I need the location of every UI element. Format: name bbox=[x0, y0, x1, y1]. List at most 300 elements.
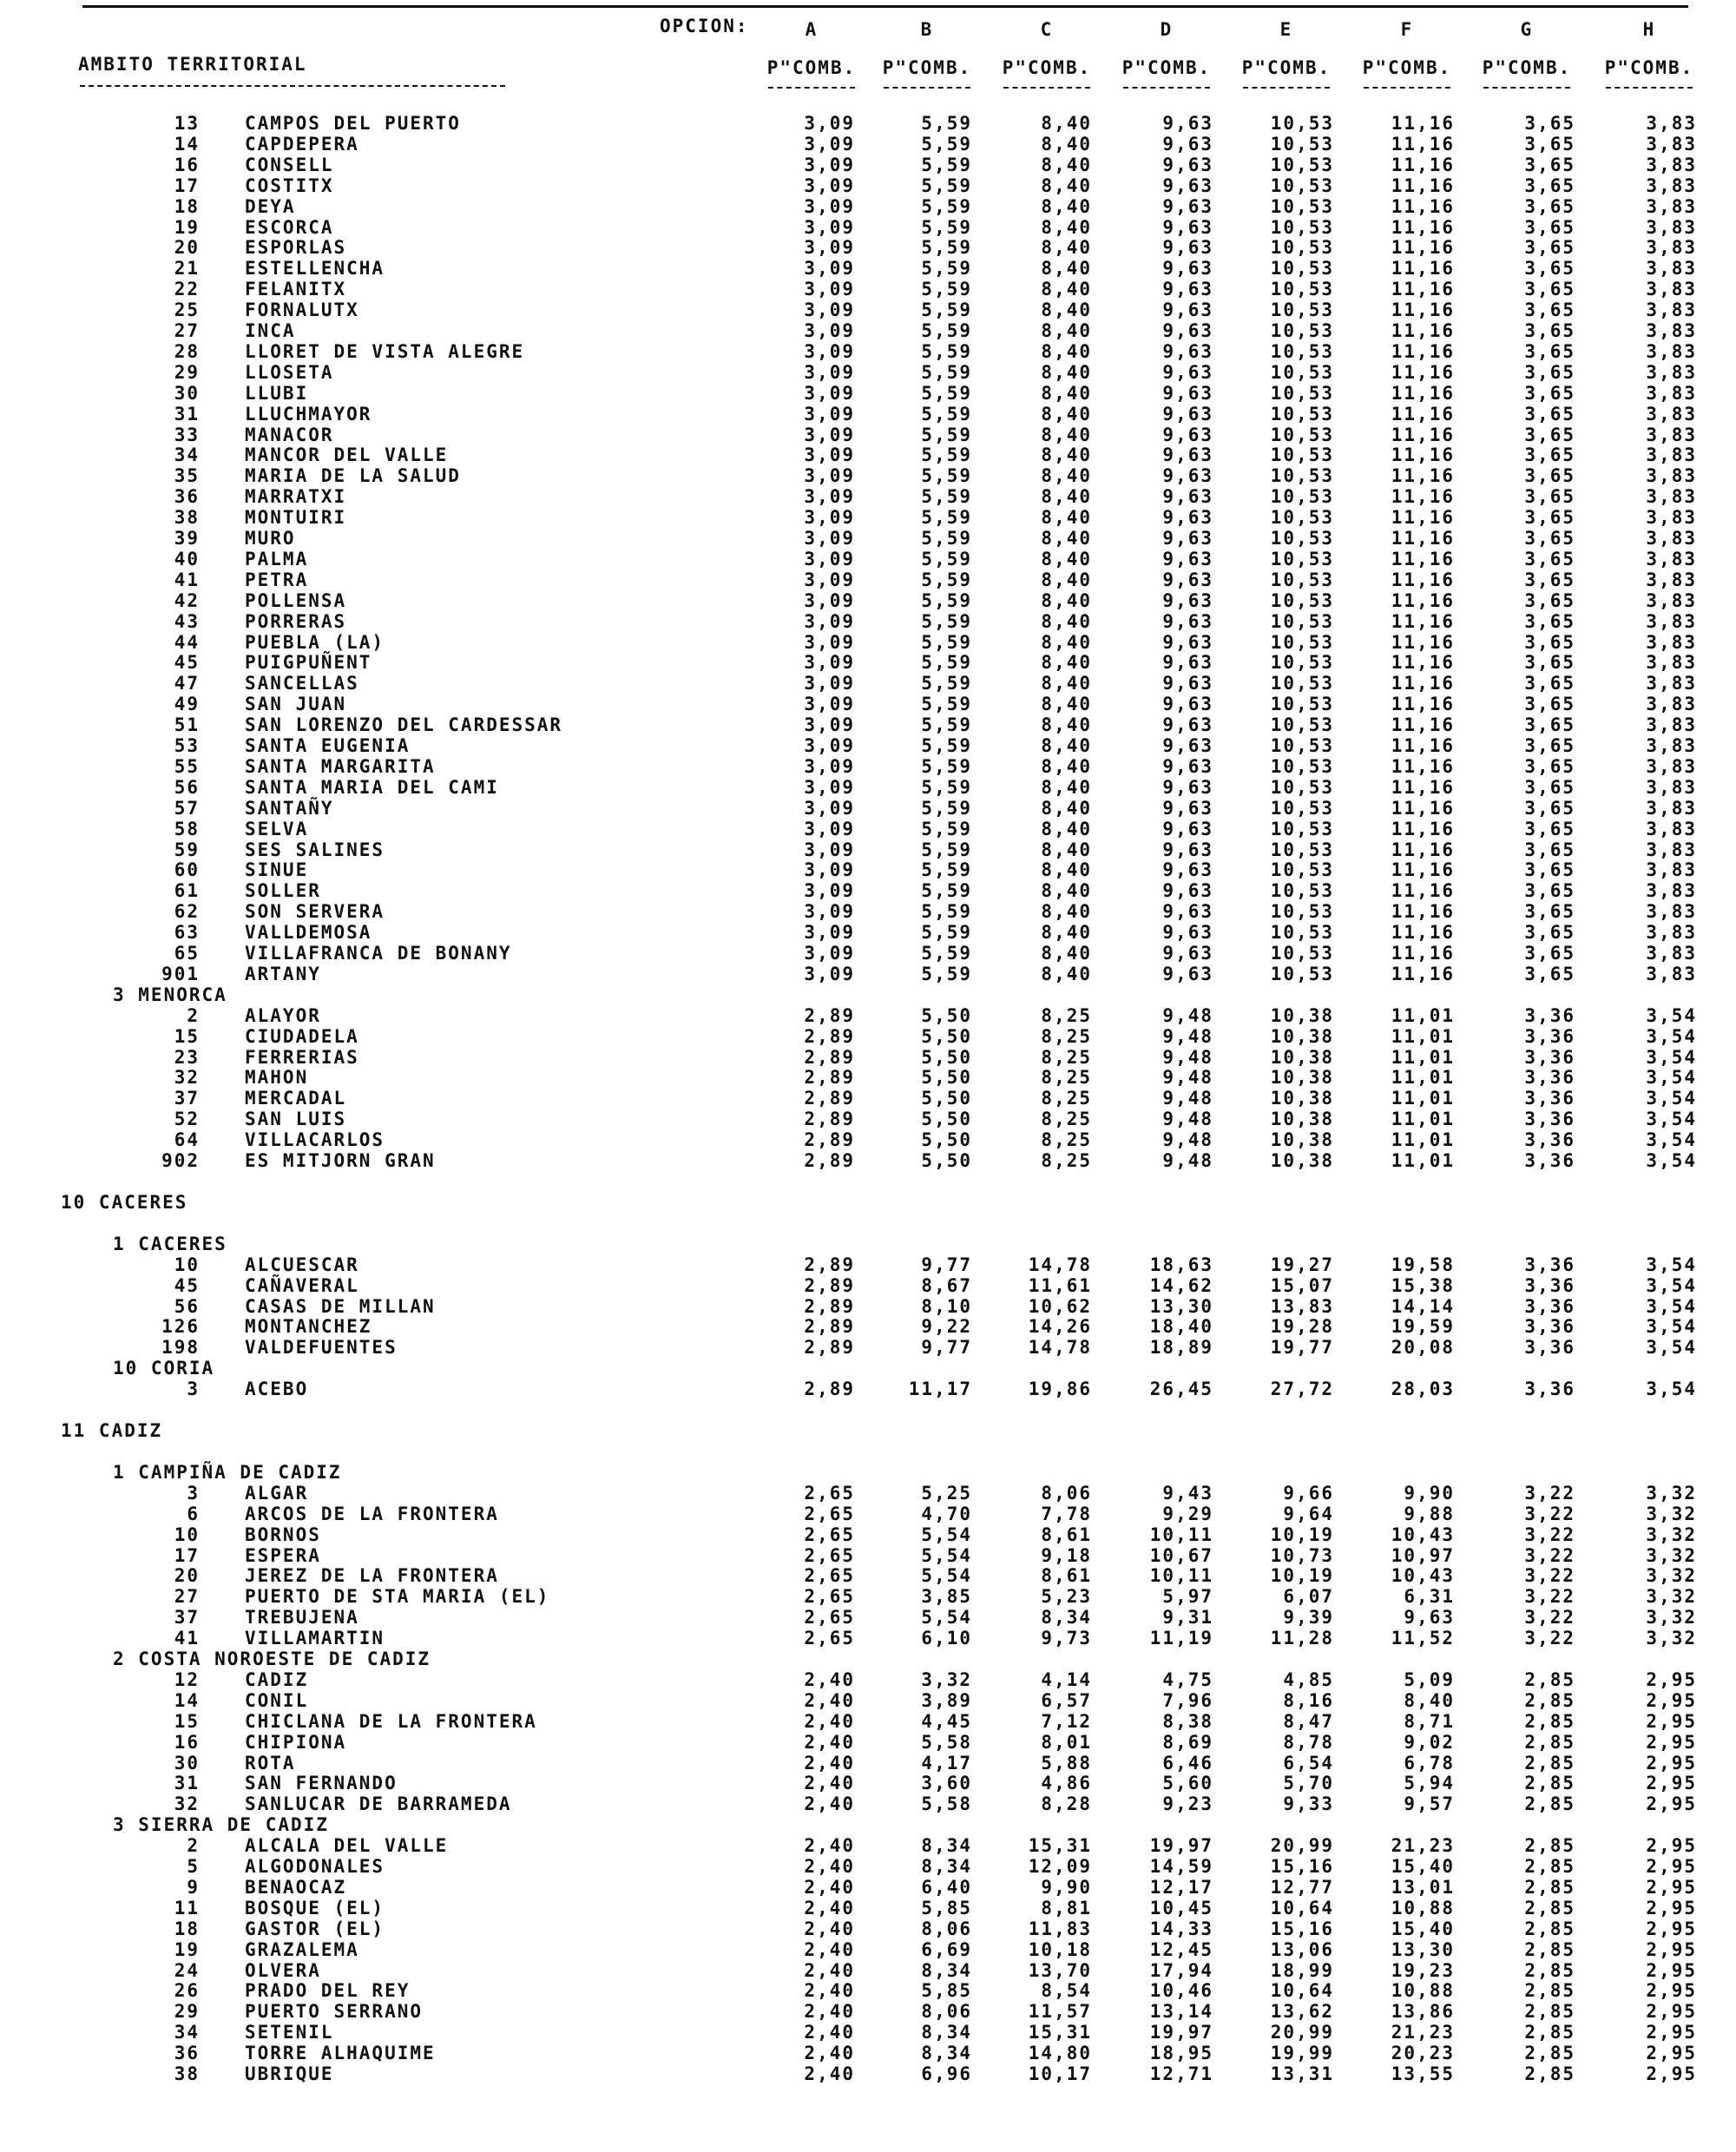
price-cell-h: 3,83 bbox=[1646, 361, 1697, 383]
price-cell-g: 3,22 bbox=[1524, 1565, 1575, 1587]
price-cell-a: 2,40 bbox=[804, 2043, 855, 2064]
price-cell-d: 9,48 bbox=[1162, 1129, 1213, 1151]
municipality-name: CONIL bbox=[245, 1689, 309, 1711]
price-cell-c: 8,40 bbox=[1041, 714, 1092, 736]
price-cell-d: 10,11 bbox=[1149, 1524, 1213, 1545]
price-cell-b: 5,59 bbox=[921, 320, 972, 341]
price-cell-g: 3,36 bbox=[1524, 1295, 1575, 1317]
price-cell-e: 10,53 bbox=[1270, 589, 1334, 611]
municipality-code: 15 bbox=[174, 1025, 200, 1047]
price-cell-a: 2,89 bbox=[804, 1004, 855, 1026]
price-cell-a: 2,89 bbox=[804, 1067, 855, 1089]
price-cell-c: 8,40 bbox=[1041, 694, 1092, 715]
price-cell-e: 9,39 bbox=[1283, 1607, 1334, 1629]
municipality-name: PUIGPUÑENT bbox=[245, 652, 372, 674]
price-cell-f: 10,88 bbox=[1391, 1897, 1455, 1918]
price-cell-a: 3,09 bbox=[804, 444, 855, 466]
price-cell-f: 11,16 bbox=[1391, 465, 1455, 487]
price-cell-f: 11,16 bbox=[1391, 237, 1455, 259]
municipality-code: 55 bbox=[174, 755, 200, 777]
price-cell-f: 11,16 bbox=[1391, 631, 1455, 653]
municipality-code: 49 bbox=[174, 694, 200, 715]
price-cell-d: 10,11 bbox=[1149, 1565, 1213, 1587]
price-cell-c: 8,40 bbox=[1041, 528, 1092, 549]
price-cell-g: 3,65 bbox=[1524, 340, 1575, 362]
price-cell-f: 10,43 bbox=[1391, 1524, 1455, 1545]
price-cell-h: 3,83 bbox=[1646, 776, 1697, 798]
price-cell-a: 3,09 bbox=[804, 859, 855, 881]
municipality-code: 32 bbox=[174, 1067, 200, 1089]
municipality-name: CHIPIONA bbox=[245, 1731, 347, 1753]
municipality-code: 126 bbox=[161, 1316, 200, 1338]
price-cell-g: 3,65 bbox=[1524, 382, 1575, 404]
price-cell-d: 9,31 bbox=[1162, 1607, 1213, 1629]
municipality-name: ALCUESCAR bbox=[245, 1254, 359, 1275]
price-cell-d: 10,46 bbox=[1149, 1980, 1213, 2002]
price-cell-h: 3,32 bbox=[1646, 1503, 1697, 1524]
municipality-code: 2 bbox=[187, 1835, 200, 1857]
price-cell-c: 5,88 bbox=[1041, 1752, 1092, 1774]
price-cell-h: 2,95 bbox=[1646, 1793, 1697, 1815]
price-cell-a: 3,09 bbox=[804, 195, 855, 217]
price-cell-b: 5,59 bbox=[921, 694, 972, 715]
price-cell-c: 10,17 bbox=[1028, 2063, 1092, 2084]
price-cell-h: 3,83 bbox=[1646, 486, 1697, 508]
price-cell-f: 11,16 bbox=[1391, 299, 1455, 321]
price-cell-b: 5,59 bbox=[921, 652, 972, 674]
price-cell-f: 11,16 bbox=[1391, 258, 1455, 280]
price-cell-c: 8,40 bbox=[1041, 216, 1092, 238]
price-cell-f: 11,16 bbox=[1391, 279, 1455, 300]
price-cell-g: 3,65 bbox=[1524, 528, 1575, 549]
price-cell-a: 2,40 bbox=[804, 1876, 855, 1898]
municipality-name: CONSELL bbox=[245, 154, 334, 175]
price-cell-g: 3,36 bbox=[1524, 1337, 1575, 1359]
municipality-code: 27 bbox=[174, 1586, 200, 1608]
column-letter-d: D bbox=[1160, 19, 1174, 40]
municipality-code: 34 bbox=[174, 2022, 200, 2043]
price-cell-a: 2,40 bbox=[804, 1689, 855, 1711]
price-cell-e: 10,64 bbox=[1270, 1980, 1334, 2002]
price-cell-b: 8,34 bbox=[921, 1835, 972, 1857]
municipality-name: CIUDADELA bbox=[245, 1025, 359, 1047]
municipality-name: MARIA DE LA SALUD bbox=[245, 465, 461, 487]
municipality-code: 36 bbox=[174, 486, 200, 508]
municipality-name: SAN LUIS bbox=[245, 1109, 347, 1130]
municipality-code: 57 bbox=[174, 797, 200, 819]
municipality-name: SANLUCAR DE BARRAMEDA bbox=[245, 1793, 512, 1815]
price-cell-h: 3,83 bbox=[1646, 818, 1697, 839]
price-cell-b: 5,59 bbox=[921, 901, 972, 923]
price-cell-a: 2,40 bbox=[804, 1980, 855, 2002]
price-cell-h: 2,95 bbox=[1646, 2022, 1697, 2043]
price-cell-g: 2,85 bbox=[1524, 2063, 1575, 2084]
municipality-code: 60 bbox=[174, 859, 200, 881]
municipality-name: ARTANY bbox=[245, 963, 321, 984]
municipality-name: ESTELLENCHA bbox=[245, 258, 385, 280]
price-cell-b: 5,54 bbox=[921, 1544, 972, 1566]
price-cell-e: 10,53 bbox=[1270, 776, 1334, 798]
price-cell-f: 15,38 bbox=[1391, 1274, 1455, 1296]
price-cell-f: 28,03 bbox=[1391, 1379, 1455, 1400]
price-cell-d: 9,63 bbox=[1162, 755, 1213, 777]
price-cell-d: 13,30 bbox=[1149, 1295, 1213, 1317]
price-cell-f: 11,16 bbox=[1391, 673, 1455, 694]
price-cell-c: 13,70 bbox=[1028, 1959, 1092, 1981]
price-cell-f: 20,08 bbox=[1391, 1337, 1455, 1359]
municipality-code: 47 bbox=[174, 673, 200, 694]
price-cell-g: 3,22 bbox=[1524, 1628, 1575, 1649]
price-cell-g: 3,65 bbox=[1524, 195, 1575, 217]
municipality-code: 14 bbox=[174, 133, 200, 155]
price-cell-b: 5,50 bbox=[921, 1150, 972, 1171]
price-cell-e: 10,53 bbox=[1270, 652, 1334, 674]
column-sub-f: P"COMB. bbox=[1362, 57, 1452, 78]
price-cell-a: 3,09 bbox=[804, 694, 855, 715]
municipality-code: 37 bbox=[174, 1607, 200, 1629]
price-cell-d: 17,94 bbox=[1149, 1959, 1213, 1981]
price-cell-g: 3,65 bbox=[1524, 548, 1575, 569]
municipality-code: 29 bbox=[174, 2001, 200, 2023]
price-cell-a: 2,89 bbox=[804, 1046, 855, 1068]
price-cell-f: 11,16 bbox=[1391, 922, 1455, 944]
price-cell-d: 12,45 bbox=[1149, 1938, 1213, 1960]
price-cell-b: 5,59 bbox=[921, 444, 972, 466]
price-cell-a: 3,09 bbox=[804, 589, 855, 611]
municipality-name: SANTA MARIA DEL CAMI bbox=[245, 776, 499, 798]
municipality-code: 11 bbox=[174, 1897, 200, 1918]
price-cell-b: 5,59 bbox=[921, 797, 972, 819]
price-cell-h: 3,54 bbox=[1646, 1150, 1697, 1171]
price-cell-g: 2,85 bbox=[1524, 1793, 1575, 1815]
municipality-code: 10 bbox=[174, 1254, 200, 1275]
price-cell-d: 9,63 bbox=[1162, 507, 1213, 529]
municipality-name: JEREZ DE LA FRONTERA bbox=[245, 1565, 499, 1587]
price-cell-d: 8,38 bbox=[1162, 1710, 1213, 1732]
price-cell-f: 11,16 bbox=[1391, 880, 1455, 902]
price-cell-h: 3,83 bbox=[1646, 901, 1697, 923]
municipality-code: 17 bbox=[174, 1544, 200, 1566]
price-cell-b: 8,34 bbox=[921, 1856, 972, 1877]
price-cell-a: 2,89 bbox=[804, 1337, 855, 1359]
price-cell-a: 2,40 bbox=[804, 1793, 855, 1815]
price-cell-h: 3,54 bbox=[1646, 1025, 1697, 1047]
price-cell-f: 11,16 bbox=[1391, 361, 1455, 383]
municipality-code: 40 bbox=[174, 548, 200, 569]
price-cell-d: 9,63 bbox=[1162, 361, 1213, 383]
price-cell-g: 2,85 bbox=[1524, 2022, 1575, 2043]
price-cell-g: 3,36 bbox=[1524, 1129, 1575, 1151]
price-cell-a: 3,09 bbox=[804, 839, 855, 860]
price-cell-c: 8,40 bbox=[1041, 652, 1092, 674]
price-cell-e: 6,54 bbox=[1283, 1752, 1334, 1774]
price-cell-c: 8,40 bbox=[1041, 174, 1092, 196]
municipality-name: PORRERAS bbox=[245, 610, 347, 632]
price-cell-d: 9,63 bbox=[1162, 465, 1213, 487]
price-cell-a: 2,40 bbox=[804, 1773, 855, 1794]
price-cell-h: 2,95 bbox=[1646, 1668, 1697, 1690]
municipality-name: PUERTO DE STA MARIA (EL) bbox=[245, 1586, 550, 1608]
price-cell-b: 3,32 bbox=[921, 1668, 972, 1690]
price-cell-h: 3,83 bbox=[1646, 465, 1697, 487]
price-cell-c: 8,40 bbox=[1041, 444, 1092, 466]
municipality-name: ARCOS DE LA FRONTERA bbox=[245, 1503, 499, 1524]
price-cell-g: 3,22 bbox=[1524, 1607, 1575, 1629]
price-cell-h: 2,95 bbox=[1646, 1959, 1697, 1981]
municipality-name: SELVA bbox=[245, 818, 309, 839]
price-cell-h: 3,83 bbox=[1646, 694, 1697, 715]
price-cell-h: 3,54 bbox=[1646, 1274, 1697, 1296]
price-cell-b: 5,59 bbox=[921, 880, 972, 902]
price-cell-a: 2,40 bbox=[804, 1835, 855, 1857]
price-cell-c: 8,61 bbox=[1041, 1524, 1092, 1545]
municipality-code: 16 bbox=[174, 1731, 200, 1753]
price-cell-g: 3,65 bbox=[1524, 735, 1575, 756]
price-cell-g: 3,65 bbox=[1524, 776, 1575, 798]
price-cell-c: 8,40 bbox=[1041, 279, 1092, 300]
price-cell-f: 11,16 bbox=[1391, 195, 1455, 217]
price-cell-d: 9,48 bbox=[1162, 1046, 1213, 1068]
municipality-name: CAPDEPERA bbox=[245, 133, 359, 155]
price-cell-f: 11,16 bbox=[1391, 610, 1455, 632]
municipality-name: VALDEFUENTES bbox=[245, 1337, 398, 1359]
price-cell-f: 8,40 bbox=[1404, 1689, 1455, 1711]
price-cell-d: 18,95 bbox=[1149, 2043, 1213, 2064]
price-cell-d: 9,48 bbox=[1162, 1004, 1213, 1026]
municipality-name: TORRE ALHAQUIME bbox=[245, 2043, 436, 2064]
price-cell-e: 9,33 bbox=[1283, 1793, 1334, 1815]
price-cell-a: 3,09 bbox=[804, 776, 855, 798]
price-cell-b: 5,50 bbox=[921, 1046, 972, 1068]
municipality-name: SINUE bbox=[245, 859, 309, 881]
price-cell-c: 15,31 bbox=[1028, 1835, 1092, 1857]
price-cell-g: 3,65 bbox=[1524, 113, 1575, 134]
price-cell-a: 3,09 bbox=[804, 569, 855, 590]
price-cell-e: 9,64 bbox=[1283, 1503, 1334, 1524]
price-cell-b: 5,59 bbox=[921, 279, 972, 300]
price-cell-b: 6,40 bbox=[921, 1876, 972, 1898]
price-cell-b: 5,54 bbox=[921, 1524, 972, 1545]
price-cell-f: 11,01 bbox=[1391, 1025, 1455, 1047]
price-cell-c: 14,78 bbox=[1028, 1254, 1092, 1275]
price-cell-h: 3,83 bbox=[1646, 133, 1697, 155]
price-cell-h: 3,83 bbox=[1646, 922, 1697, 944]
price-cell-g: 2,85 bbox=[1524, 2001, 1575, 2023]
price-cell-e: 10,53 bbox=[1270, 735, 1334, 756]
price-cell-b: 5,59 bbox=[921, 133, 972, 155]
region-heading: 3 MENORCA bbox=[113, 984, 227, 1005]
price-cell-b: 3,85 bbox=[921, 1586, 972, 1608]
price-cell-b: 6,69 bbox=[921, 1938, 972, 1960]
price-cell-d: 14,62 bbox=[1149, 1274, 1213, 1296]
price-cell-f: 11,16 bbox=[1391, 694, 1455, 715]
price-cell-f: 9,57 bbox=[1404, 1793, 1455, 1815]
price-cell-f: 9,02 bbox=[1404, 1731, 1455, 1753]
price-cell-d: 4,75 bbox=[1162, 1668, 1213, 1690]
municipality-code: 26 bbox=[174, 1980, 200, 2002]
price-cell-f: 11,16 bbox=[1391, 797, 1455, 819]
price-cell-b: 5,50 bbox=[921, 1025, 972, 1047]
price-cell-b: 5,59 bbox=[921, 922, 972, 944]
price-cell-e: 10,53 bbox=[1270, 340, 1334, 362]
price-cell-c: 8,40 bbox=[1041, 631, 1092, 653]
price-cell-d: 7,96 bbox=[1162, 1689, 1213, 1711]
price-cell-f: 11,16 bbox=[1391, 507, 1455, 529]
price-cell-f: 11,16 bbox=[1391, 424, 1455, 445]
municipality-code: 20 bbox=[174, 237, 200, 259]
price-cell-c: 19,86 bbox=[1028, 1379, 1092, 1400]
price-cell-c: 8,54 bbox=[1041, 1980, 1092, 2002]
municipality-name: OLVERA bbox=[245, 1959, 321, 1981]
municipality-name: CHICLANA DE LA FRONTERA bbox=[245, 1710, 537, 1732]
price-cell-f: 15,40 bbox=[1391, 1856, 1455, 1877]
price-cell-a: 3,09 bbox=[804, 403, 855, 424]
price-cell-e: 10,38 bbox=[1270, 1025, 1334, 1047]
price-cell-h: 3,54 bbox=[1646, 1067, 1697, 1089]
price-cell-f: 21,23 bbox=[1391, 1835, 1455, 1857]
price-cell-d: 9,63 bbox=[1162, 216, 1213, 238]
municipality-code: 198 bbox=[161, 1337, 200, 1359]
municipality-code: 2 bbox=[187, 1004, 200, 1026]
price-cell-c: 8,40 bbox=[1041, 258, 1092, 280]
price-cell-h: 3,83 bbox=[1646, 216, 1697, 238]
price-cell-h: 2,95 bbox=[1646, 2043, 1697, 2064]
price-cell-c: 8,40 bbox=[1041, 382, 1092, 404]
municipality-code: 16 bbox=[174, 154, 200, 175]
price-cell-e: 13,62 bbox=[1270, 2001, 1334, 2023]
price-cell-e: 10,53 bbox=[1270, 922, 1334, 944]
municipality-code: 3 bbox=[187, 1379, 200, 1400]
price-cell-a: 3,09 bbox=[804, 963, 855, 984]
price-cell-e: 10,53 bbox=[1270, 320, 1334, 341]
municipality-code: 18 bbox=[174, 195, 200, 217]
column-underline-h bbox=[1606, 87, 1693, 89]
price-cell-a: 3,09 bbox=[804, 818, 855, 839]
price-cell-g: 2,85 bbox=[1524, 1773, 1575, 1794]
price-cell-e: 10,53 bbox=[1270, 195, 1334, 217]
price-cell-f: 11,16 bbox=[1391, 548, 1455, 569]
price-cell-c: 8,61 bbox=[1041, 1565, 1092, 1587]
price-cell-g: 3,65 bbox=[1524, 631, 1575, 653]
price-cell-c: 8,40 bbox=[1041, 113, 1092, 134]
price-cell-b: 5,59 bbox=[921, 507, 972, 529]
price-cell-e: 10,38 bbox=[1270, 1150, 1334, 1171]
price-cell-f: 11,16 bbox=[1391, 528, 1455, 549]
price-cell-c: 8,40 bbox=[1041, 320, 1092, 341]
price-cell-h: 2,95 bbox=[1646, 1835, 1697, 1857]
price-cell-g: 3,65 bbox=[1524, 673, 1575, 694]
price-cell-d: 9,43 bbox=[1162, 1482, 1213, 1504]
price-cell-h: 3,32 bbox=[1646, 1544, 1697, 1566]
price-cell-f: 13,86 bbox=[1391, 2001, 1455, 2023]
price-cell-b: 5,59 bbox=[921, 403, 972, 424]
price-cell-a: 3,09 bbox=[804, 901, 855, 923]
price-cell-d: 9,29 bbox=[1162, 1503, 1213, 1524]
price-cell-b: 4,17 bbox=[921, 1752, 972, 1774]
price-cell-f: 11,01 bbox=[1391, 1067, 1455, 1089]
price-cell-g: 3,65 bbox=[1524, 880, 1575, 902]
municipality-name: SAN LORENZO DEL CARDESSAR bbox=[245, 714, 563, 736]
price-cell-d: 5,97 bbox=[1162, 1586, 1213, 1608]
price-cell-c: 7,78 bbox=[1041, 1503, 1092, 1524]
municipality-name: CAÑAVERAL bbox=[245, 1274, 359, 1296]
price-cell-h: 3,32 bbox=[1646, 1586, 1697, 1608]
price-cell-h: 3,54 bbox=[1646, 1316, 1697, 1338]
municipality-code: 5 bbox=[187, 1856, 200, 1877]
price-cell-e: 10,38 bbox=[1270, 1109, 1334, 1130]
price-cell-c: 14,26 bbox=[1028, 1316, 1092, 1338]
price-cell-c: 8,40 bbox=[1041, 154, 1092, 175]
price-cell-f: 10,88 bbox=[1391, 1980, 1455, 2002]
price-cell-g: 3,65 bbox=[1524, 258, 1575, 280]
price-cell-g: 3,65 bbox=[1524, 901, 1575, 923]
region-heading: 10 CORIA bbox=[113, 1358, 215, 1379]
price-cell-a: 3,09 bbox=[804, 320, 855, 341]
price-cell-d: 9,48 bbox=[1162, 1150, 1213, 1171]
municipality-name: FORNALUTX bbox=[245, 299, 359, 321]
price-cell-h: 3,32 bbox=[1646, 1565, 1697, 1587]
price-cell-f: 11,16 bbox=[1391, 943, 1455, 964]
price-cell-c: 8,40 bbox=[1041, 963, 1092, 984]
price-cell-h: 3,32 bbox=[1646, 1524, 1697, 1545]
price-cell-a: 3,09 bbox=[804, 154, 855, 175]
price-cell-d: 9,63 bbox=[1162, 776, 1213, 798]
price-cell-f: 21,23 bbox=[1391, 2022, 1455, 2043]
price-cell-f: 11,16 bbox=[1391, 818, 1455, 839]
municipality-code: 41 bbox=[174, 569, 200, 590]
price-cell-e: 10,53 bbox=[1270, 237, 1334, 259]
price-cell-f: 11,16 bbox=[1391, 133, 1455, 155]
price-cell-h: 2,95 bbox=[1646, 1938, 1697, 1960]
price-cell-b: 5,59 bbox=[921, 610, 972, 632]
price-cell-c: 10,18 bbox=[1028, 1938, 1092, 1960]
price-cell-h: 3,83 bbox=[1646, 528, 1697, 549]
price-cell-e: 11,28 bbox=[1270, 1628, 1334, 1649]
municipality-code: 13 bbox=[174, 113, 200, 134]
municipality-code: 35 bbox=[174, 465, 200, 487]
province-heading: 11 CADIZ bbox=[61, 1420, 163, 1441]
price-cell-g: 3,65 bbox=[1524, 859, 1575, 881]
price-cell-c: 8,40 bbox=[1041, 403, 1092, 424]
municipality-code: 63 bbox=[174, 922, 200, 944]
column-sub-c: P"COMB. bbox=[1002, 57, 1092, 78]
price-cell-a: 3,09 bbox=[804, 673, 855, 694]
price-cell-d: 9,63 bbox=[1162, 548, 1213, 569]
price-cell-g: 3,65 bbox=[1524, 154, 1575, 175]
price-cell-g: 2,85 bbox=[1524, 1897, 1575, 1918]
price-cell-b: 5,59 bbox=[921, 382, 972, 404]
price-cell-e: 10,53 bbox=[1270, 839, 1334, 860]
price-cell-a: 3,09 bbox=[804, 755, 855, 777]
price-cell-a: 2,65 bbox=[804, 1482, 855, 1504]
price-cell-h: 3,83 bbox=[1646, 880, 1697, 902]
price-cell-g: 3,22 bbox=[1524, 1482, 1575, 1504]
municipality-code: 31 bbox=[174, 1773, 200, 1794]
price-cell-d: 13,14 bbox=[1149, 2001, 1213, 2023]
price-cell-a: 3,09 bbox=[804, 465, 855, 487]
price-cell-d: 9,48 bbox=[1162, 1067, 1213, 1089]
price-cell-a: 2,89 bbox=[804, 1295, 855, 1317]
price-cell-e: 10,53 bbox=[1270, 528, 1334, 549]
price-cell-b: 9,22 bbox=[921, 1316, 972, 1338]
price-cell-h: 3,83 bbox=[1646, 569, 1697, 590]
municipality-name: ALCALA DEL VALLE bbox=[245, 1835, 449, 1857]
price-cell-g: 3,22 bbox=[1524, 1586, 1575, 1608]
column-letter-e: E bbox=[1279, 19, 1293, 40]
municipality-name: SES SALINES bbox=[245, 839, 385, 860]
price-cell-h: 3,83 bbox=[1646, 610, 1697, 632]
price-cell-a: 2,40 bbox=[804, 1668, 855, 1690]
